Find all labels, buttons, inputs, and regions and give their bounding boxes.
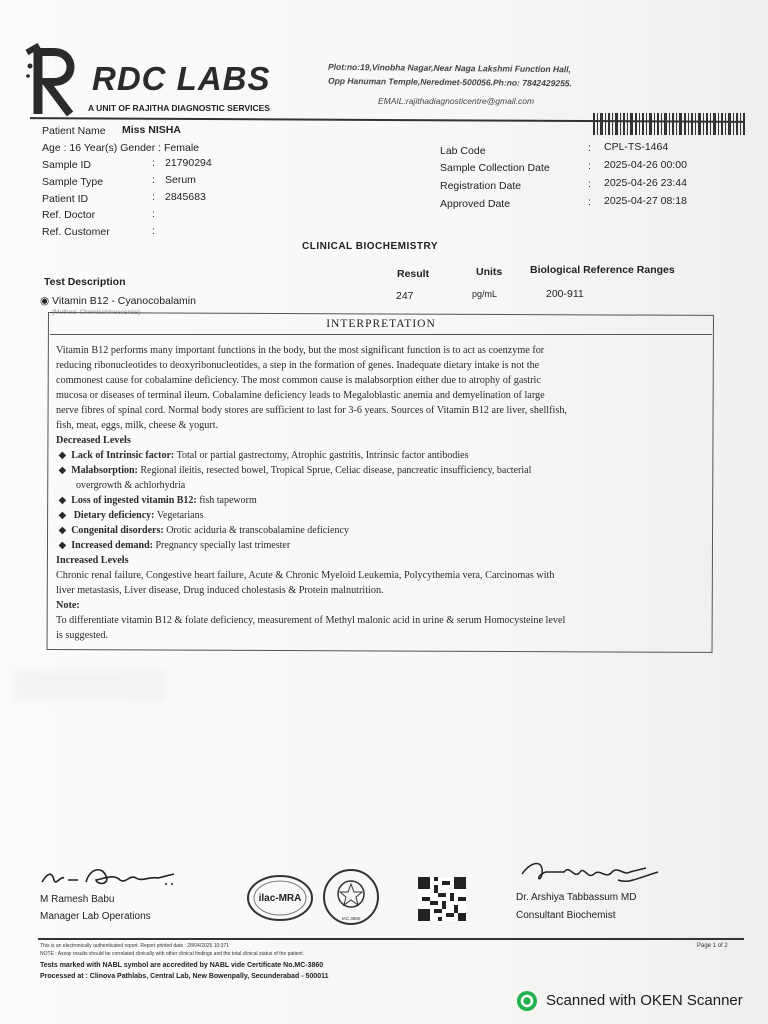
para-line: Vitamin B12 performs many important functions in the body, but the most significant function is to act as coenzyme for <box>56 345 545 356</box>
col-test-description: Test Description <box>44 276 126 288</box>
page-number: Page 1 of 2 <box>697 943 728 949</box>
ilac-logo-text: ilac-MRA <box>258 893 302 904</box>
bullet-text: Vegetarians <box>154 510 204 521</box>
bullet-item: ◆ Dietary deficiency: Vegetarians <box>56 510 204 521</box>
bullet-term: Dietary deficiency: <box>71 510 155 521</box>
bullet-continuation: overgrowth & achlorhydria <box>76 480 186 491</box>
sample-type-label: Sample Type <box>42 176 104 188</box>
barcode <box>593 113 745 135</box>
bullet-term: Increased demand: <box>71 540 153 551</box>
note-heading: Note: <box>56 600 80 611</box>
note-line: To differentiate vitamin B12 & folate deficiency, measurement of Methyl malonic acid in urine & serum Homocysteine level <box>56 615 566 626</box>
registration-date-label: Registration Date <box>440 180 522 192</box>
lab-code-value: CPL-TS-1464 <box>604 141 669 153</box>
para-line: nerve fibres of spinal cord. Normal body stores are sufficient to last for 3-6 years. Sources of Vitamin B12 are liver, shellfish, <box>56 405 567 416</box>
test-units: pg/mL <box>472 289 498 299</box>
lab-email: EMAIL:rajithadiagnosticentre@gmail.com <box>378 96 535 106</box>
brand-name: RDC LABS <box>92 60 271 97</box>
para-line: fish, meat, eggs, milk, cheese & yogurt. <box>56 420 219 431</box>
para-line: reducing ribonucleotides to deoxyribonucleotides, a step in the formation of genes. Inadequate dietary intake is not the <box>56 360 540 371</box>
test-method: (Method: Chemiluminescence) <box>52 309 141 316</box>
colon: : <box>152 191 155 203</box>
colon: : <box>588 196 591 208</box>
address-line-1: Plot:no:19,Vinobha Nagar,Near Naga Lakshmi Function Hall, <box>327 61 571 75</box>
patient-name-label: Patient Name <box>42 125 106 137</box>
bullet-item: ◆ Loss of ingested vitamin B12: fish tapeworm <box>56 495 257 506</box>
qr-code-icon <box>418 877 466 921</box>
bullet-text: fish tapeworm <box>196 495 257 506</box>
bullet-text: Total or partial gastrectomy, Atrophic gastritis, Intrinsic factor antibodies <box>174 450 469 461</box>
scanner-watermark: Scanned with OKEN Scanner <box>546 992 743 1009</box>
test-name: Vitamin B12 - Cyanocobalamin <box>52 295 196 307</box>
bullet-item: ◆ Congenital disorders: Orotic aciduria & transcobalamine deficiency <box>56 525 349 536</box>
increased-line: liver metastasis, Liver disease, Drug induced cholestasis & Protein malnutrition. <box>56 585 384 596</box>
signature-right-icon <box>518 854 668 890</box>
lab-code-label: Lab Code <box>440 145 486 157</box>
bullet-term: Congenital disorders: <box>71 525 164 536</box>
approved-date-label: Approved Date <box>440 198 511 210</box>
sample-type-value: Serum <box>165 174 196 186</box>
bullet-item: ◆ Increased demand: Pregnancy specially last trimester <box>56 540 291 551</box>
colon: : <box>152 225 155 237</box>
col-result: Result <box>397 268 430 280</box>
colon: : <box>152 157 155 169</box>
bullet-text: Orotic aciduria & transcobalamine deficiency <box>163 525 349 536</box>
bullet-term: Lack of Intrinsic factor: <box>71 450 175 461</box>
brand-tagline: A UNIT OF RAJITHA DIAGNOSTIC SERVICES <box>88 103 270 113</box>
note-line: is suggested. <box>56 630 109 641</box>
colon: : <box>588 142 591 154</box>
bullet-term: Malabsorption: <box>71 465 138 476</box>
footer-divider <box>38 938 744 940</box>
processed-at: Processed at : Clinova Pathlabs, Central Lab, New Bowenpally, Secunderabad - 500011 <box>40 973 329 980</box>
interpretation-paragraph <box>56 343 706 643</box>
bullet-text: Regional ileitis, resected bowel, Tropical Sprue, Celiac disease, pancreatic insufficiency, bacterial <box>137 465 532 476</box>
scan-smudge <box>14 670 164 700</box>
colon: : <box>152 208 155 220</box>
nabl-statement: Tests marked with NABL symbol are accredited by NABL vide Certificate No.MC-3860 <box>40 962 324 969</box>
right-signatory-title: Consultant Biochemist <box>516 910 616 921</box>
interpretation-divider <box>50 334 712 335</box>
decreased-heading: Decreased Levels <box>56 435 131 446</box>
para-line: commonest cause for cobalamine deficiency. The most common cause is malabsorption either due to atrophy of gastric <box>56 375 541 386</box>
col-reference-range: Biological Reference Ranges <box>530 264 675 276</box>
approved-date-value: 2025-04-27 08:18 <box>604 195 687 207</box>
patient-id-value: 2845683 <box>165 191 206 203</box>
signature-left-icon <box>40 858 180 894</box>
bullet-term: Loss of ingested vitamin B12: <box>71 495 197 506</box>
para-line: mucosa or diseases of terminal ileum. Cobalamine deficiency leads to Megaloblastic anemia and demyelination of large <box>56 390 545 401</box>
ilac-mra-logo-icon <box>246 872 314 924</box>
test-result: 247 <box>396 290 414 302</box>
nabl-seal-icon <box>322 868 380 926</box>
seal-text: IAC 3860 <box>341 916 361 921</box>
rdc-logo-icon <box>24 42 84 118</box>
patient-name-value: Miss NISHA <box>122 124 181 136</box>
oken-scanner-icon <box>516 990 538 1012</box>
colon: : <box>588 178 591 190</box>
age-gender: Age : 16 Year(s) Gender : Female <box>42 142 200 154</box>
sample-id-value: 21790294 <box>165 157 212 169</box>
colon: : <box>152 174 155 186</box>
interpretation-title: INTERPRETATION <box>326 318 436 330</box>
increased-line: Chronic renal failure, Congestive heart failure, Acute & Chronic Myeloid Leukemia, Polycythemia vera, Carcinomas with <box>56 570 555 581</box>
colon: : <box>588 160 591 172</box>
section-title: CLINICAL BIOCHEMISTRY <box>302 241 439 252</box>
test-reference-range: 200-911 <box>546 288 584 300</box>
bullet-item: ◆ Malabsorption: Regional ileitis, resected bowel, Tropical Sprue, Celiac disease, pancreatic insufficiency, bacterial <box>56 465 532 476</box>
right-signatory-name: Dr. Arshiya Tabbassum MD <box>516 892 637 903</box>
registration-date-value: 2025-04-26 23:44 <box>604 177 687 189</box>
ref-doctor-label: Ref. Doctor <box>42 209 96 221</box>
collection-date-value: 2025-04-26 00:00 <box>604 159 687 171</box>
increased-heading: Increased Levels <box>56 555 129 566</box>
address-line-2: Opp Hanuman Temple,Neredmet-500056.Ph:no: 7842429255. <box>327 75 572 89</box>
col-units: Units <box>476 266 503 278</box>
bullet-item: ◆ Lack of Intrinsic factor: Total or partial gastrectomy, Atrophic gastritis, Intrinsic factor antibodies <box>56 450 469 461</box>
footer-printed-note: This is an electronically authenticated report. Report printed date : 28/04/2025 10:371 <box>40 943 230 949</box>
collection-date-label: Sample Collection Date <box>440 162 550 174</box>
left-signatory-title: Manager Lab Operations <box>40 911 151 922</box>
sample-id-label: Sample ID <box>42 159 92 171</box>
footer-assay-note: NOTE : Assay results should be correlated clinically with other clinical findings and the total clinical status of the patient. <box>40 951 305 957</box>
left-signatory-name: M Ramesh Babu <box>40 894 115 905</box>
bullet-text: Pregnancy specially last trimester <box>152 540 291 551</box>
patient-id-label: Patient ID <box>42 193 89 205</box>
nabl-mark-icon: ◉ <box>40 295 50 307</box>
ref-customer-label: Ref. Customer <box>42 226 110 238</box>
